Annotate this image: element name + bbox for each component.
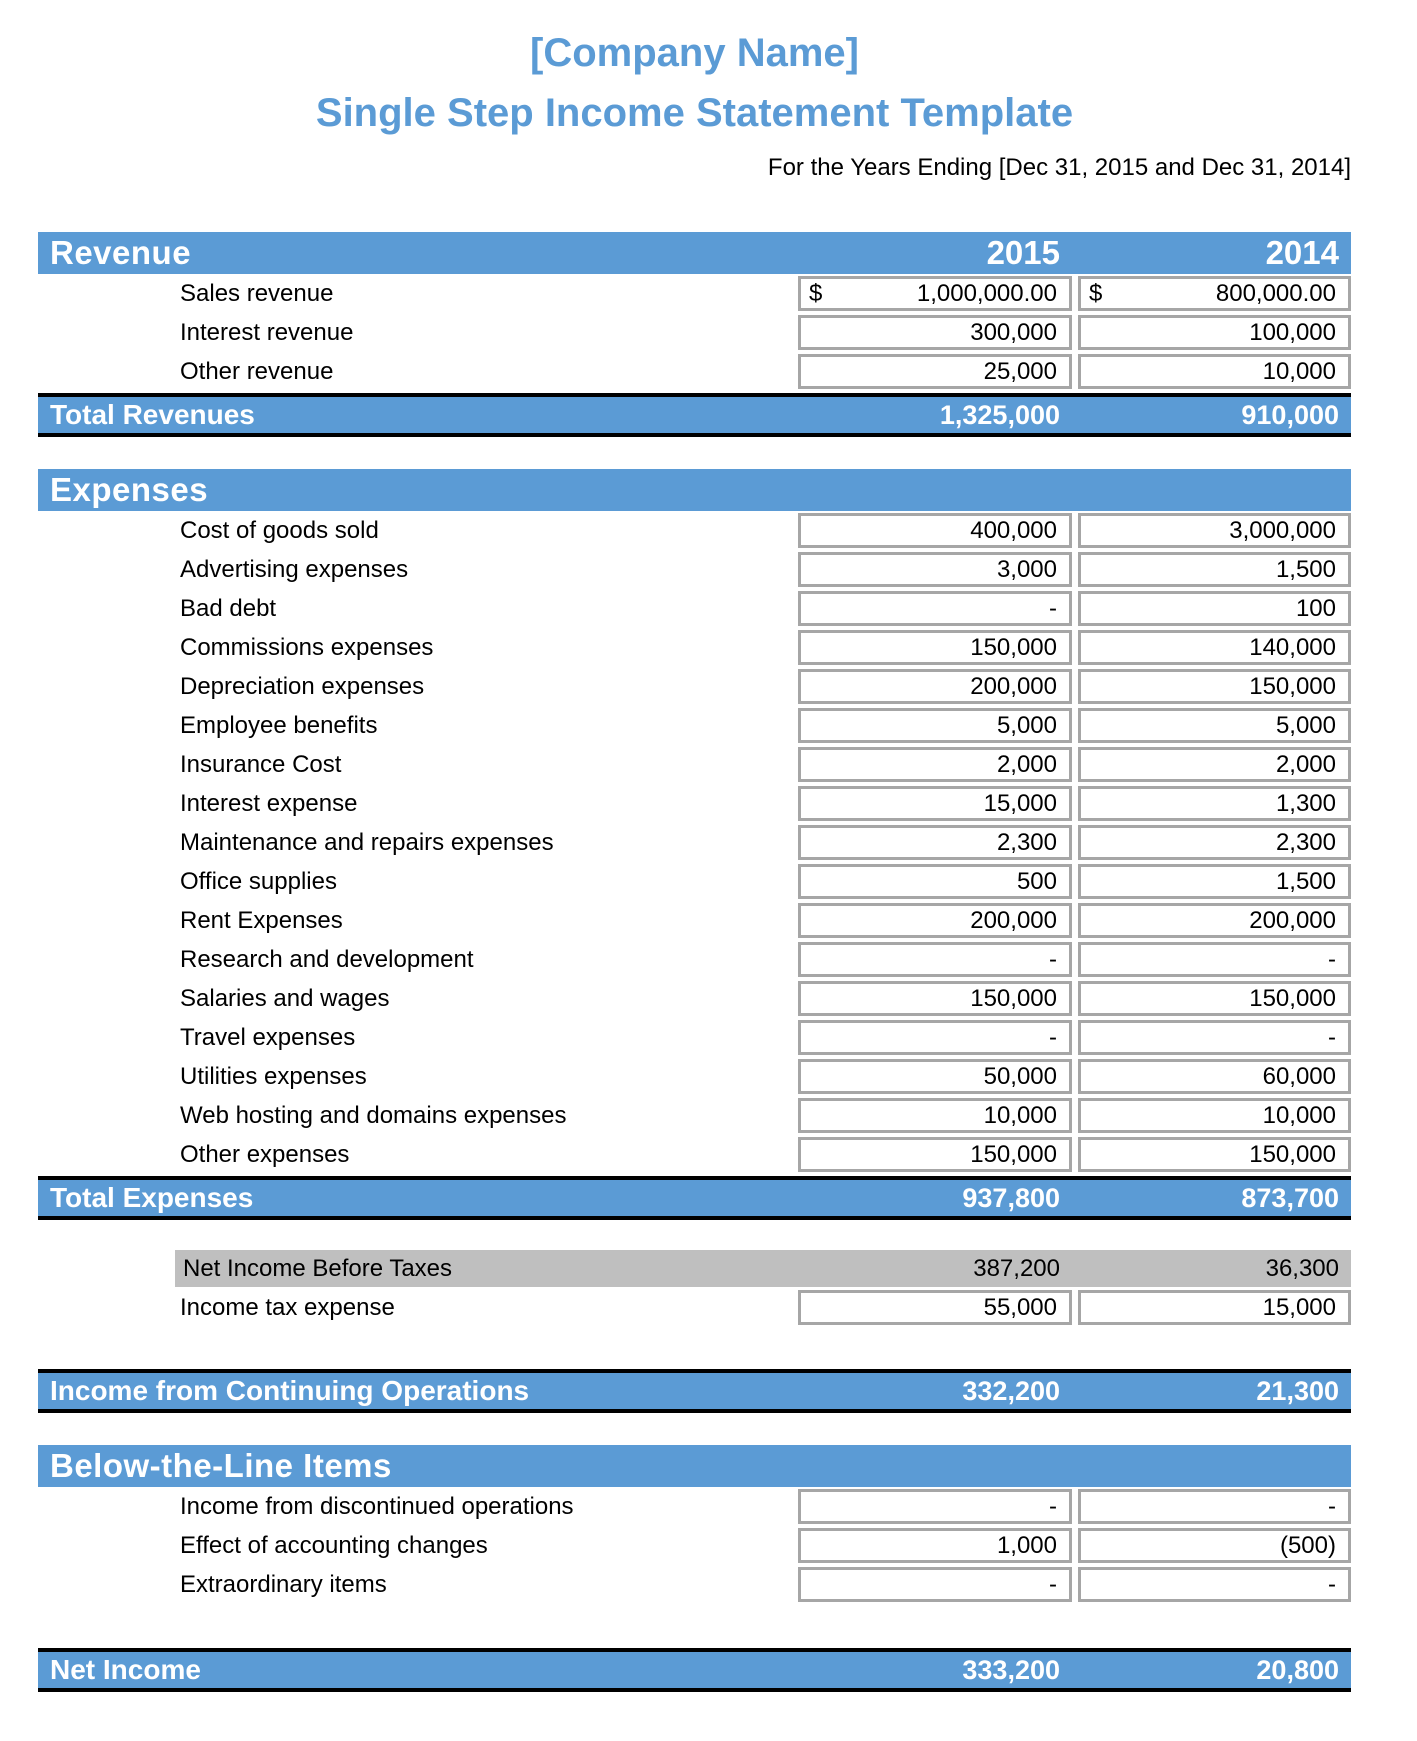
cell-value: 5,000 [996, 711, 1057, 739]
table-row [38, 708, 1351, 743]
value-cell-2014 [1078, 1020, 1351, 1055]
revenue-section-label: Revenue [50, 234, 192, 271]
income-tax-label: Income tax expense [180, 1294, 395, 1321]
cell-value: 10,000 [983, 1101, 1057, 1129]
row-label: Bad debt [180, 595, 277, 622]
table-row [38, 1567, 1351, 1602]
continuing-operations-label: Income from Continuing Operations [50, 1375, 530, 1406]
company-name: [Company Name] [530, 31, 859, 75]
value-cell-2015 [798, 1567, 1072, 1602]
row-label: Employee benefits [180, 712, 378, 739]
value-cell-2014 [1078, 786, 1351, 821]
cell-value: 300,000 [970, 318, 1057, 346]
value-cell-2014 [1078, 513, 1351, 548]
period-line: For the Years Ending [Dec 31, 2015 and Dec 31, 2014] [767, 154, 1351, 181]
row-label: Effect of accounting changes [180, 1532, 488, 1559]
net-income-2014: 20,800 [1256, 1655, 1339, 1685]
row-label: Other expenses [180, 1141, 350, 1168]
row-label: Advertising expenses [180, 556, 409, 583]
income-tax-row [38, 1290, 1351, 1325]
cell-value: 150,000 [970, 1140, 1057, 1168]
expenses-section-label: Expenses [50, 471, 209, 508]
value-cell-2015 [798, 903, 1072, 938]
table-row [38, 669, 1351, 704]
table-row [38, 1059, 1351, 1094]
value-cell-2015 [798, 354, 1072, 389]
value-cell-2015 [798, 630, 1072, 665]
value-cell-2014 [1078, 591, 1351, 626]
value-cell-2014 [1078, 669, 1351, 704]
row-label: Extraordinary items [180, 1571, 387, 1598]
value-cell-2014 [1078, 276, 1351, 311]
currency-symbol: $ [809, 279, 823, 307]
cell-value: - [1328, 1492, 1336, 1520]
cell-value: 25,000 [983, 357, 1057, 385]
table-row [38, 864, 1351, 899]
value-cell-2015 [798, 513, 1072, 548]
total-revenues-2014: 910,000 [1241, 400, 1339, 430]
row-label: Interest revenue [180, 319, 354, 346]
table-row [38, 1137, 1351, 1172]
value-cell-2015 [798, 864, 1072, 899]
cell-value: 10,000 [1262, 1101, 1336, 1129]
row-label: Salaries and wages [180, 985, 390, 1012]
net-income-2015: 333,200 [962, 1655, 1060, 1685]
cell-value: 1,500 [1275, 867, 1336, 895]
value-cell-2014 [1078, 354, 1351, 389]
value-cell-2015 [798, 942, 1072, 977]
total-expenses-bar [38, 1176, 1351, 1220]
cell-value: - [1328, 1570, 1336, 1598]
cell-value: 15,000 [983, 789, 1057, 817]
year-2014-column-header: 2014 [1265, 234, 1339, 271]
total-revenues-bar [38, 393, 1351, 437]
row-label: Commissions expenses [180, 634, 434, 661]
cell-value: - [1049, 1570, 1057, 1598]
cell-value: 140,000 [1249, 633, 1336, 661]
total-expenses-2014: 873,700 [1241, 1183, 1339, 1213]
value-cell-2014 [1078, 1528, 1351, 1563]
total-revenues-label: Total Revenues [50, 399, 255, 430]
row-label: Sales revenue [180, 280, 334, 307]
revenue-rows [38, 276, 1351, 389]
row-label: Rent Expenses [180, 907, 343, 934]
row-label: Research and development [180, 946, 474, 973]
row-label: Web hosting and domains expenses [180, 1102, 567, 1129]
value-cell-2014 [1078, 942, 1351, 977]
cell-value: 2,000 [1275, 750, 1336, 778]
value-cell-2014 [1078, 552, 1351, 587]
value-cell-2015 [798, 747, 1072, 782]
total-revenues-2015: 1,325,000 [939, 400, 1060, 430]
value-cell-2014 [1078, 315, 1351, 350]
cell-value: - [1049, 1023, 1057, 1051]
cell-value: 150,000 [970, 984, 1057, 1012]
row-label: Income from discontinued operations [180, 1493, 574, 1520]
cell-value: 10,000 [1262, 357, 1336, 385]
value-cell-2014 [1078, 1137, 1351, 1172]
value-cell-2015 [798, 981, 1072, 1016]
value-cell-2015 [798, 825, 1072, 860]
cell-value: - [1049, 1492, 1057, 1520]
value-cell-2014 [1078, 903, 1351, 938]
cell-value: 100,000 [1249, 318, 1336, 346]
table-row [38, 513, 1351, 548]
value-cell-2014 [1078, 864, 1351, 899]
value-cell-2015 [798, 591, 1072, 626]
cell-value: 2,300 [1275, 828, 1336, 856]
cell-value: 800,000.00 [1215, 279, 1336, 307]
cell-value: 50,000 [983, 1062, 1057, 1090]
table-row [38, 981, 1351, 1016]
cell-value: - [1328, 945, 1336, 973]
cell-value: 150,000 [1249, 672, 1336, 700]
cell-value: 400,000 [970, 516, 1057, 544]
cell-value: 3,000 [996, 555, 1057, 583]
year-2015-column-header: 2015 [986, 234, 1060, 271]
cell-value: 3,000,000 [1229, 516, 1336, 544]
table-row [38, 354, 1351, 389]
below-the-line-rows [38, 1489, 1351, 1602]
net-income-bar [38, 1648, 1351, 1692]
value-cell-2015 [798, 552, 1072, 587]
cell-value: - [1328, 1023, 1336, 1051]
net-income-before-taxes-label: Net Income Before Taxes [183, 1254, 453, 1282]
cell-value: 200,000 [970, 906, 1057, 934]
income-tax-2015-cell: 55,000 [798, 1290, 1072, 1325]
value-cell-2014 [1078, 1489, 1351, 1524]
table-row [38, 825, 1351, 860]
table-row [38, 747, 1351, 782]
row-label: Travel expenses [180, 1024, 356, 1051]
expense-rows [38, 513, 1351, 1172]
value-cell-2015 [798, 1059, 1072, 1094]
cell-value: (500) [1279, 1531, 1336, 1559]
value-cell-2015 [798, 1098, 1072, 1133]
table-row [38, 786, 1351, 821]
table-row [38, 903, 1351, 938]
row-label: Interest expense [180, 790, 358, 817]
value-cell-2014 [1078, 981, 1351, 1016]
net-income-before-taxes-2014: 36,300 [1265, 1254, 1339, 1282]
row-label: Maintenance and repairs expenses [180, 829, 554, 856]
table-row [38, 591, 1351, 626]
cell-value: 150,000 [970, 633, 1057, 661]
row-label: Office supplies [180, 868, 337, 895]
cell-value: 1,300 [1275, 789, 1336, 817]
cell-value: 2,000 [996, 750, 1057, 778]
currency-symbol: $ [1089, 279, 1103, 307]
cell-value: 100 [1295, 594, 1336, 622]
cell-value: 1,000,000.00 [916, 279, 1057, 307]
net-income-before-taxes-2015: 387,200 [973, 1254, 1060, 1282]
value-cell-2015 [798, 276, 1072, 311]
table-row [38, 1489, 1351, 1524]
cell-value: 5,000 [1275, 711, 1336, 739]
cell-value: 200,000 [1249, 906, 1336, 934]
below-the-line-section-header [38, 1445, 1351, 1487]
cell-value: 500 [1016, 867, 1057, 895]
below-the-line-section-label: Below-the-Line Items [50, 1447, 392, 1484]
revenue-section-header [38, 232, 1351, 274]
net-income-before-taxes-bar [175, 1250, 1351, 1287]
table-row [38, 1528, 1351, 1563]
net-income-label: Net Income [50, 1654, 201, 1685]
row-label: Utilities expenses [180, 1063, 367, 1090]
continuing-operations-2015: 332,200 [962, 1376, 1060, 1406]
value-cell-2014 [1078, 708, 1351, 743]
table-row [38, 942, 1351, 977]
row-label: Other revenue [180, 358, 334, 385]
cell-value: 1,000 [996, 1531, 1057, 1559]
total-expenses-label: Total Expenses [50, 1182, 254, 1213]
cell-value: 150,000 [1249, 984, 1336, 1012]
continuing-operations-bar [38, 1369, 1351, 1413]
value-cell-2015 [798, 1137, 1072, 1172]
income-tax-2014-cell: 15,000 [1078, 1290, 1351, 1325]
value-cell-2014 [1078, 1098, 1351, 1133]
cell-value: 2,300 [996, 828, 1057, 856]
value-cell-2014 [1078, 747, 1351, 782]
table-row [38, 552, 1351, 587]
row-label: Depreciation expenses [180, 673, 425, 700]
row-label: Insurance Cost [180, 751, 342, 778]
cell-value: - [1049, 594, 1057, 622]
value-cell-2015 [798, 786, 1072, 821]
cell-value: 1,500 [1275, 555, 1336, 583]
continuing-operations-2014: 21,300 [1256, 1376, 1339, 1406]
value-cell-2015 [798, 1020, 1072, 1055]
value-cell-2014 [1078, 825, 1351, 860]
value-cell-2014 [1078, 630, 1351, 665]
table-row [38, 315, 1351, 350]
table-row [38, 1020, 1351, 1055]
table-row [38, 1098, 1351, 1133]
table-row [38, 276, 1351, 311]
value-cell-2015 [798, 669, 1072, 704]
value-cell-2015 [798, 1489, 1072, 1524]
cell-value: 200,000 [970, 672, 1057, 700]
value-cell-2015 [798, 708, 1072, 743]
value-cell-2014 [1078, 1567, 1351, 1602]
cell-value: 150,000 [1249, 1140, 1336, 1168]
table-row [38, 630, 1351, 665]
value-cell-2015 [798, 315, 1072, 350]
total-expenses-2015: 937,800 [962, 1183, 1060, 1213]
cell-value: - [1049, 945, 1057, 973]
value-cell-2015 [798, 1528, 1072, 1563]
expenses-section-header [38, 469, 1351, 511]
value-cell-2014 [1078, 1059, 1351, 1094]
cell-value: 60,000 [1262, 1062, 1336, 1090]
row-label: Cost of goods sold [180, 517, 379, 544]
document-title: Single Step Income Statement Template [315, 91, 1074, 135]
